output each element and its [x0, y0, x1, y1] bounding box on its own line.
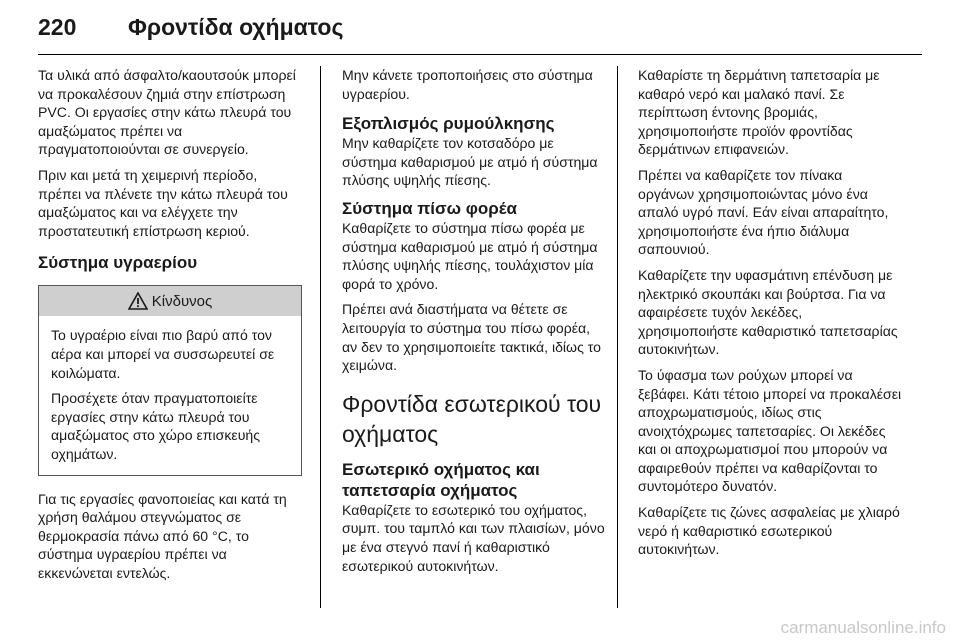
page-title: Φροντίδα οχήματος: [128, 14, 344, 40]
heading-rear-carrier: Σύστημα πίσω φορέα: [342, 198, 517, 218]
danger-paragraph-2: Προσέχετε όταν πραγματοποιείτε εργασίες στην κάτω πλευρά του αμαξώματος στο χώρο επισκευής οχημάτων.: [51, 390, 261, 462]
heading-gas-system: Σύστημα υγραερίου: [38, 253, 198, 273]
danger-body: [39, 316, 301, 474]
paragraph-towbar: Μην καθαρίζετε τον κοτσαδόρο με σύστημα καθαρισμού με ατμό ή σύστημα πλύσης υψηλής πίεσης.: [342, 135, 598, 189]
column-3: [638, 66, 902, 566]
paragraph-fabric: Καθαρίζετε την υφασμάτινη επένδυση με ηλεκτρικό σκουπάκι και βούρτσα. Για να αφαιρέσετε τυχόν λεκέδες, χρησιμοποιήστε καθαριστικό ταπετσαρίας αυτοκινήτων.: [638, 266, 898, 358]
paragraph-no-modifications: Μην κάνετε τροποποιήσεις στο σύστημα υγραερίου.: [342, 67, 593, 102]
danger-box: [38, 285, 302, 475]
page-header: [38, 14, 343, 50]
paragraph-leather: Καθαρίστε τη δερμάτινη ταπετσαρία με καθαρό νερό και μαλακό πανί. Σε περίπτωση έντονης βρομιάς, χρησιμοποιήστε προϊόν φροντίδας δερμάτινων επιφανειών.: [638, 67, 880, 158]
heading-interior-upholstery: Εσωτερικό οχήματος και ταπετσαρία οχήματος: [342, 459, 540, 500]
paragraph-instrument-panel: Πρέπει να καθαρίζετε τον πίνακα οργάνων χρησιμοποιώντας μόνο ένα απαλό υγρό πανί. Εάν είναι απαραίτητο, χρησιμοποιήστε ένα ήπιο διάλυμα σαπουνιού.: [638, 166, 889, 258]
watermark: carmanualsonline.info: [780, 618, 946, 637]
paragraph-rear-carrier-clean: Καθαρίζετε το σύστημα πίσω φορέα με σύστημα καθαρισμού με ατμό ή σύστημα πλύσης υψηλής πίεσης, τουλάχιστον μία φορά το χρόνο.: [342, 219, 598, 292]
column-divider-1: [320, 66, 321, 608]
heading-towing-equipment: Εξοπλισμός ρυμούλκησης: [342, 114, 555, 134]
warning-triangle-icon: [128, 292, 148, 310]
danger-paragraph-1: Το υγραέριο είναι πιο βαρύ από τον αέρα και μπορεί να συσσωρευτεί σε κοιλώματα.: [51, 327, 275, 381]
column-2: [342, 66, 606, 582]
column-1: [38, 66, 302, 589]
paragraph-rear-carrier-operate: Πρέπει ανά διαστήματα να θέτετε σε λειτουργία το σύστημα του πίσω φορέα, αν δεν το χρησιμοποιείτε τακτικά, ιδίως το χειμώνα.: [342, 301, 601, 374]
paragraph-winter: Πριν και μετά τη χειμερινή περίοδο, πρέπει να πλένετε την κάτω πλευρά του αμαξώματος και να ελέγχετε την προστατευτική επίστρωση κεριού.: [38, 166, 288, 239]
danger-header: [39, 286, 301, 316]
paragraph-asphalt: Τα υλικά από άσφαλτο/καουτσούκ μπορεί να προκαλέσουν ζημιά στην επίστρωση PVC. Οι εργασίες στην κάτω πλευρά του αμαξώματος πρέπει να πραγματοποιούνται σε συνεργείο.: [38, 67, 296, 158]
header-rule: [38, 54, 922, 55]
paragraph-bodywork: Για τις εργασίες φανοποιείας και κατά τη χρήση θαλάμου στεγνώματος σε θερμοκρασία πάνω από 60 °C, το σύστημα υγραερίου πρέπει να εκκενώνεται εντελώς.: [38, 490, 287, 581]
danger-title: Κίνδυνος: [151, 292, 213, 310]
column-divider-2: [617, 66, 618, 608]
paragraph-clothing-dye: Το ύφασμα των ρούχων μπορεί να ξεβάφει. Κάτι τέτοιο μπορεί να προκαλέσει αποχρωματισμούς, ιδίως στις ανοιχτόχρωμες ταπετσαρίες. Οι λεκέδες και οι αποχρωματισμοί που μπορούν να αφαιρεθούν πρέπει να καθαρίζονται το συντομότερο δυνατόν.: [638, 366, 902, 495]
paragraph-interior-clean: Καθαρίζετε το εσωτερικό του οχήματος, συμπ. του ταμπλό και των πλαισίων, μόνο με ένα στεγνό πανί ή καθαριστικό εσωτερικού αυτοκινήτων.: [342, 501, 605, 574]
paragraph-seat-belts: Καθαρίζετε τις ζώνες ασφαλείας με χλιαρό νερό ή καθαριστικό εσωτερικού αυτοκινήτων.: [638, 504, 900, 558]
page-number: 220: [38, 14, 77, 40]
heading-interior-care: Φροντίδα εσωτερικού του οχήματος: [342, 390, 602, 447]
